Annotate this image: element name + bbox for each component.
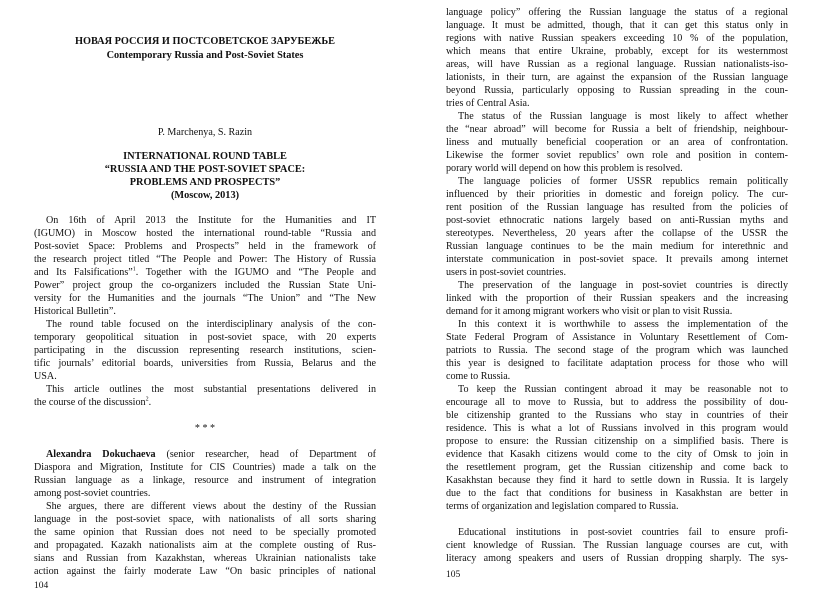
text-line: demand for it among migrant workers who visit or plan to visit Russia.: [446, 306, 733, 317]
text-line: beyond Russia, particularly opposing to Russian spreading in the coun-: [446, 85, 788, 96]
text-line: literacy among speakers and users of Russian dropping sharply. The sys-: [446, 553, 788, 564]
article-title-line: INTERNATIONAL ROUND TABLE: [123, 151, 287, 162]
text-line: this year is designed to facilitate adaptation process for those who will: [446, 358, 788, 369]
text-line: cient knowledge of Russian. The Russian language courses are cut, with: [446, 540, 788, 551]
text-line: Power” project group the co-organizers included the Russian State Uni-: [34, 280, 376, 291]
text-line: Historical Bulletin”.: [34, 306, 116, 317]
text-line: Post-soviet Space: Problems and Prospects” held in the framework of: [34, 241, 376, 252]
text-line: patriots to Russia. The second stage of the program which was launched: [446, 345, 788, 356]
text-line: Likewise the former soviet republics’ own role and position in contem-: [446, 150, 788, 161]
text-line: temporary geopolitical situation in post-soviet space, with 20 experts: [34, 332, 376, 343]
text-line: Kasakhstan because they find it hard to settle down in Russia. It is largely: [446, 475, 788, 486]
text-line: This article outlines the most substantial presentations delivered in: [46, 384, 376, 395]
text-line: liness and mutually beneficial cooperation or an area of confrontation.: [446, 137, 788, 148]
text-line: linked with the proportion of their Russian speakers and the increasing: [446, 293, 788, 304]
text-line: USA.: [34, 371, 57, 382]
text-line: terms of organization and legislation compared to Russia.: [446, 501, 679, 512]
text-line: language in the post-soviet space, with nationalists of all sorts sharing: [34, 514, 376, 525]
text-line: The round table focused on the interdisciplinary analysis of the con-: [46, 319, 376, 330]
article-title-line: (Moscow, 2013): [170, 190, 240, 201]
page-left: [34, 0, 376, 609]
text-line: the “near abroad” will become for Russia a belt of friendship, neighbour-: [446, 124, 788, 135]
section-title-en: Contemporary Russia and Post-Soviet States: [106, 50, 304, 61]
text-line: Diaspora and Migration, Institute for CIS Countries) made a talk on the: [34, 462, 376, 473]
text-line: the same opinion that Russian does not need to be specially promoted: [34, 527, 376, 538]
section-title-ru: НОВАЯ РОССИЯ И ПОСТСОВЕТСКОЕ ЗАРУБЕЖЬЕ: [74, 36, 336, 47]
text-line: sians and Russian from Kazakhstan, whereas Ukrainian nationalists take: [34, 553, 376, 564]
text-line: language policy” offering the Russian language the status of a regional: [446, 7, 788, 18]
text-line: action against the fairly moderate Law “On basic principles of national: [34, 566, 376, 577]
text-line: language. It must be admitted, though, that it can get this status only in: [446, 20, 788, 31]
page-right: [446, 0, 788, 609]
text-line: which means that entire Ukraine, probably, except for its westernmost: [446, 46, 788, 57]
text-line: ble citizenship granted to the Russians who stay in countries of their: [446, 410, 788, 421]
text-line: users in post-soviet countries.: [446, 267, 566, 278]
text-line: Educational institutions in post-soviet countries fail to ensure profi-: [458, 527, 788, 538]
text-line: The status of the Russian language is most likely to affect whether: [458, 111, 788, 122]
text-line: tries of Central Asia.: [446, 98, 530, 109]
text-line: The language policies of former USSR republics remain politically: [458, 176, 788, 187]
text-line: residence. This is what a lot of Russians involved in this program would: [446, 423, 788, 434]
article-title-line: “RUSSIA AND THE POST-SOVIET SPACE:: [104, 164, 306, 175]
text-line: rent position of the Russian language has resulted from the policies of: [446, 202, 788, 213]
page-number: 104: [34, 581, 49, 591]
text-line: lationists, in their turn, are against the expansion of the Russian language: [446, 72, 788, 83]
text-line: She argues, there are different views about the destiny of the Russian: [46, 501, 376, 512]
text-line: Russian language as a linkage, resource and instrument of integration: [34, 475, 376, 486]
page-number: 105: [446, 570, 461, 580]
text-line: tific journals’ editorial boards, universities from Russia, Belarus and the: [34, 358, 376, 369]
article-title-line: PROBLEMS AND PROSPECTS”: [129, 177, 281, 188]
text-line: Russian language continues to be the main medium for interethnic and: [446, 241, 788, 252]
text-line: post-soviet ethnocratic nations largely based on anti-Russian myths and: [446, 215, 788, 226]
text-line: (IGUMO) in Moscow hosted the international round-table “Russia and: [34, 228, 376, 239]
authors: P. Marchenya, S. Razin: [157, 127, 253, 138]
speaker-name: Alexandra Dokuchaeva: [46, 449, 156, 460]
text-line: In this context it is worthwhile to assess the implementation of the: [458, 319, 788, 330]
text-line: State Federal Program of Assistance in Voluntary Resettlement of Com-: [446, 332, 788, 343]
text-line: the resettlement program, get the Russian citizenship and come back to: [446, 462, 788, 473]
text-line: regions with native Russian speakers exceeding 10 % of the population,: [446, 33, 788, 44]
footnote-mark: 1: [132, 266, 136, 273]
footnote-mark: 2: [145, 396, 149, 403]
text-line: among post-soviet countries.: [34, 488, 151, 499]
text-line: areas, will have Russian as a regional language. Russian nationalists-iso-: [446, 59, 788, 70]
text-line: and Its Falsifications”$^1$. Together with the IGUMO and “The People and: [34, 266, 376, 278]
text-line: To keep the Russian contingent abroad it may be reasonable not to: [458, 384, 788, 395]
text-line: Alexandra Dokuchaeva (senior researcher, head of Department of: [46, 449, 376, 460]
text-line: and propagated. Kazakh nationalists aim at the complete ousting of Rus-: [34, 540, 376, 551]
text-line: versity for the Humanities and the journals “The Union” and “The New: [34, 293, 376, 304]
text-line: The preservation of the language in post-soviet countries is directly: [458, 280, 788, 291]
text-line: interstate communication in post-soviet space. It prevails among internet: [446, 254, 788, 265]
text-line: stereotypes. Nevertheless, 20 years after the collapse of the USSR the: [446, 228, 788, 239]
text-line: the research project titled “The People and Power: The History of Russia: [34, 254, 376, 265]
text-line: come to Russia.: [446, 371, 511, 382]
text-line: due to the fact that conditions for business in Kasakhstan are better in: [446, 488, 788, 499]
text-line: influenced by their priorities in domestic and foreign policy. The cur-: [446, 189, 788, 200]
text-line: the course of the discussion$^2$.: [34, 396, 152, 408]
text-line: propose to ensure: the Russian citizenship on a simplified basis. There is: [446, 436, 788, 447]
text-line: encourage all to move to Russia, but to address the possibility of dou-: [446, 397, 788, 408]
text-line: participating in the discussion representing research institutions, scien-: [34, 345, 376, 356]
text-line: On 16th of April 2013 the Institute for the Humanities and IT: [46, 215, 376, 226]
text-line: porary world will depend on how this problem is resolved.: [446, 163, 683, 174]
text-line: evidence that Kasakh citizens would come to the city of Omsk to join in: [446, 449, 788, 460]
section-separator: * * *: [194, 423, 216, 434]
